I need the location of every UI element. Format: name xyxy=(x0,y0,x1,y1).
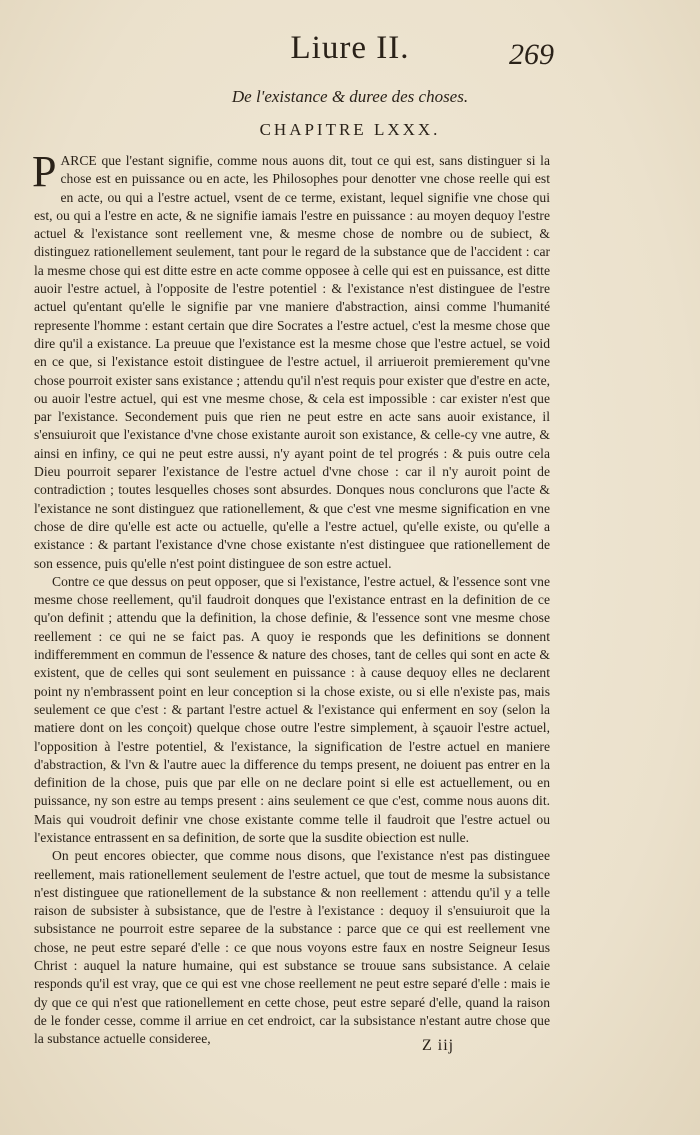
signature-mark: Z iij xyxy=(422,1037,455,1054)
paragraph-1-text: ARCE que l'estant signifie, comme nous auons dit, tout ce qui est, sans distinguer si la chose est en puissance ou en acte, les Philosophes pour denotter vne chose reelle qui est en acte, ou qui a l'estre actuel, vsent de ce terme, existant, lequel signifie vne chose qui est, ou qui a l'estre en acte, & ne signifie iamais l'estre en puissance : au moyen dequoy l'estre actuel & l'existance sont reellement vne, & mesme chose de nombre ou de subiect, & distinguez rationellement seulement, tant pour le regard de la substance que de l'accident : car la mesme chose qui est ditte estre en acte comme opposee à celle qui est en puissance, est ditte auoir l'estre actuel, à l'opposite de l'estre potentiel : & l'existance n'est distinguee de l'estre actuel qu'entant qu'elle le signifie par vne maniere d'abstraction, ainsi comme l'humanité represente l'homme : estant certain que dire Socrates a l'estre actuel, c'est la mesme chose que dire qu'il a existance. La preuue que l'existance est la mesme chose que l'estre actuel, se void en ce que, si l'existance estoit distinguee de l'estre actuel, il arriueroit premierement qu'vne chose pourroit exister sans existance ; attendu qu'il n'est requis pour exister que d'estre en acte, ou auoir l'estre actuel, qui est vne mesme chose, & cela est impossible : car exister n'est que par l'existance. Secondement puis que rien ne peut estre en acte sans auoir existance, il s'ensuiuroit que l'existance d'vne chose existante auroit son existance, & celle-cy vne autre, & ainsi en infiny, ce qui ne peut estre aussi, n'y ayant point de tel progrés : & puis outre cela Dieu pourroit separer l'existance de l'estre actuel d'vne chose : car il n'y auroit point de contradiction ; toutes lesquelles choses sont absurdes. Donques nous conclurons que l'acte & l'existance ne sont distinguez que rationellement, & que c'est vne mesme signification en vne chose de dire qu'elle est acte ou actuelle, qu'elle a l'estre actuel, qu'elle existe, ou qu'elle a existance : & partant l'existance d'vne chose existante n'est distinguee que rationellement de son essence, puis qu'elle n'est point distinguee de son estre actuel. xyxy=(34,153,550,571)
running-head xyxy=(0,30,700,74)
body-text xyxy=(32,147,550,1049)
section-title: De l'existance & duree des choses. xyxy=(231,87,469,106)
paragraph-2: Contre ce que dessus on peut opposer, que si l'existance, l'estre actuel, & l'essence sont vne mesme chose reellement, qu'il faudroit donques que l'existance entrast en la definition de ce qu'on definit ; attendu que la definition, la chose definie, & l'essence sont vne mesme chose reellement : ce qui ne se faict pas. A quoy ie responds que les definitions se donnent indifferemment en commun de l'essence & nature des choses, tant de celles qui sont en acte & existent, que de celles qui sont seulement en puissance : à cause dequoy elles ne declarent point ny n'embrassent point en leur conception si la chose existe, ou si elle n'existe pas, mais seulement ce que c'est : & partant l'estre actuel & l'existance qui enferment en soy (selon la matiere dont on les conçoit) quelque chose outre l'estre simplement, à sçauoir l'estre actuel, l'opposition à l'estre potentiel, & l'existance, la signification de l'estre actuel en maniere d'abstraction, & l'vn & l'autre auec la difference du temps present, ne doiuent pas entrer en la definition de la chose, puis que par elle on ne declare point si elle est actuellement, ou en puissance, ny son estre au temps present : ains seulement ce que c'est, comme nous auons dit. Mais qui voudroit definir vne chose existante comme telle il faudroit que l'estre actuel ou l'existance entrassent en sa definition, de sorte que la susdite obiection est nulle. xyxy=(34,573,550,845)
book-label: Liure II. xyxy=(290,30,410,66)
chapter-heading: CHAPITRE LXXX. xyxy=(259,120,441,139)
paragraph-1 xyxy=(32,147,550,573)
page-number: 269 xyxy=(509,38,554,71)
paragraph-3: On peut encores obiecter, que comme nous disons, que l'existance n'est pas distinguee reellement, mais rationellement seulement de l'estre actuel, que tout de mesme la subsistance n'est distinguee que rationellement de la substance & non reellement : attendu qu'il y a telle raison de subsister à subsistance, que de l'estre à l'existance : dequoy il s'ensuiuroit que la subsistance ne pourroit estre separee de la substance : parce que ce qui est reellement vne chose, ne peut estre separé d'elle : ce que nous voyons estre faux en nostre Seigneur Iesus Christ : auquel la nature humaine, qui est substance se trouue sans subsistance. A celaie responds qu'il est vray, que ce qui est vne chose reellement ne peut estre separé d'elle : mais ie dy que ce qui n'est que rationellement en cette chose, peut estre separé d'elle, quand la raison de le fonder cesse, comme il arriue en cet endroict, car la subsistance n'estant autre chose que la substance actuelle consideree, xyxy=(34,848,550,1047)
drop-cap: P xyxy=(32,147,57,196)
